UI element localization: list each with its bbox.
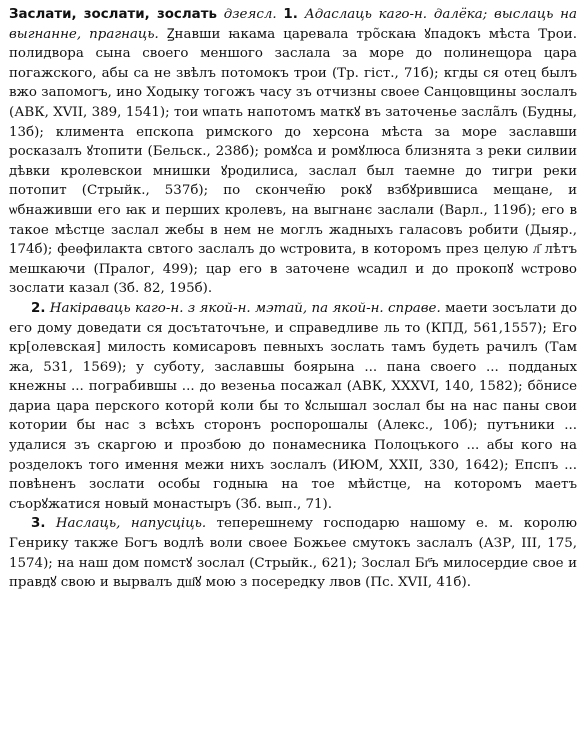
sense-number: 1. [283, 7, 298, 22]
entry-headword: Заслати, зослати, зослать [9, 7, 217, 22]
sense-number: 2. [31, 300, 46, 316]
sense-citations: теперешнему господарю нашому е. м. королю Генрику также Богъ водлѣ воли своее Божьее смутокъ заслалъ (АЗР, III, 175, 1574); на наш дом помстꙋ зослал (Стрыйк., 621); Зослал Бг҃ъ милосердие свое и правдꙋ свою и вырвалъ дш҃ꙋ мою з посередку лвов (Пс. XVII, 41б). [9, 516, 578, 591]
entry-grammar-label: дзеясл. [223, 7, 277, 22]
sense-number: 3. [31, 516, 46, 532]
dictionary-entry-sense-1 [9, 5, 577, 299]
sense-citations: Ꙁнавши ꙗкама царевала тро̃скаꙗ ꙋпадокъ мѣста Трои. полидвора сына своего меншого заслала за море до полинещора цара погажского, абы са не звѣлъ потомокъ трои (Тр. гiст., 71б); кгды ся отец былъ вжо запомогъ, ино Ходыку тогожъ часу зъ отчизны своее Санцовщины зослалъ (АВК, XVII, 389, 1541); тои ѡпать напотомъ маткꙋ въ заточенье засла̃лъ (Будны, 13б); климента епскопа римского до херсона мѣста за море заславши росказалъ ꙋтопити (Бельск., 238б); ромꙋса и ромꙋлюса близнята з реки силвии дѣвки кролевскои мнишки ꙋродилиса, заслал был таемне до тигри реки потопит (Стрыйк., 537б); по скончен̃ю рокꙋ взбꙋрившиса мещане, и ѡбнаживши его ꙗк и перших кролевъ, на выгнанє заслали (Варл., 119б); его в такое мѣстце заслал жебы в нем не моглъ жадныхъ галасовъ робити (Дыяр., 174б); феѳфилакта свтого заслалъ до ѡстровита, в которомъ през целую л҃ лѣтъ мешкаючи (Пралог, 499); цар его в заточене ѡсадил и до прокопꙋ ѡстрово зослати казал (Зб. 82, 195б). [9, 26, 577, 297]
dictionary-entry-sense-3 [9, 514, 577, 592]
sense-citations: маети зосълати до его дому доведати ся досътаточъне, и справедливе ль то (КПД, 561,1557); Его кр[олевская] милость комисаровъ певныхъ зослать тамъ будеть рачилъ (Там жа, 531, 1569); у суботу, заславшы боярына ... пана своего ... подданых кнежны ... пограбившы ... до везеньа посажал (АВК, XXXVI, 140, 1582); бо̃нисе дариа цара перского котори̃ коли бы то ꙋслышал зослал бы на нас паны свои котории бы нас з всѣхъ сторонъ роспорошалы (Алекс., 10б); путъники ... удалися зъ скаргою и прозбою до понамесника Полоцъкого ... абы кого на розделокъ того имення межи нихъ зослалъ (ИЮМ, XXII, 330, 1642); Епспъ ... повѣненъ зослати особы годныꙗ на тое мѣйстце, на которомъ маетъ съорꙋжатися новый монастыръ (Зб. вып., 71). [9, 300, 578, 512]
sense-gloss: Накіраваць каго-н. з якой-н. мэтай, па якой-н. справе. [49, 300, 441, 316]
dictionary-entry-sense-2 [9, 299, 577, 515]
sense-gloss: Наслаць, напусціць. [55, 516, 207, 532]
sense-gloss: Адаслаць каго-н. далёка; выслаць на выгнанне, прагнаць. [9, 7, 577, 42]
